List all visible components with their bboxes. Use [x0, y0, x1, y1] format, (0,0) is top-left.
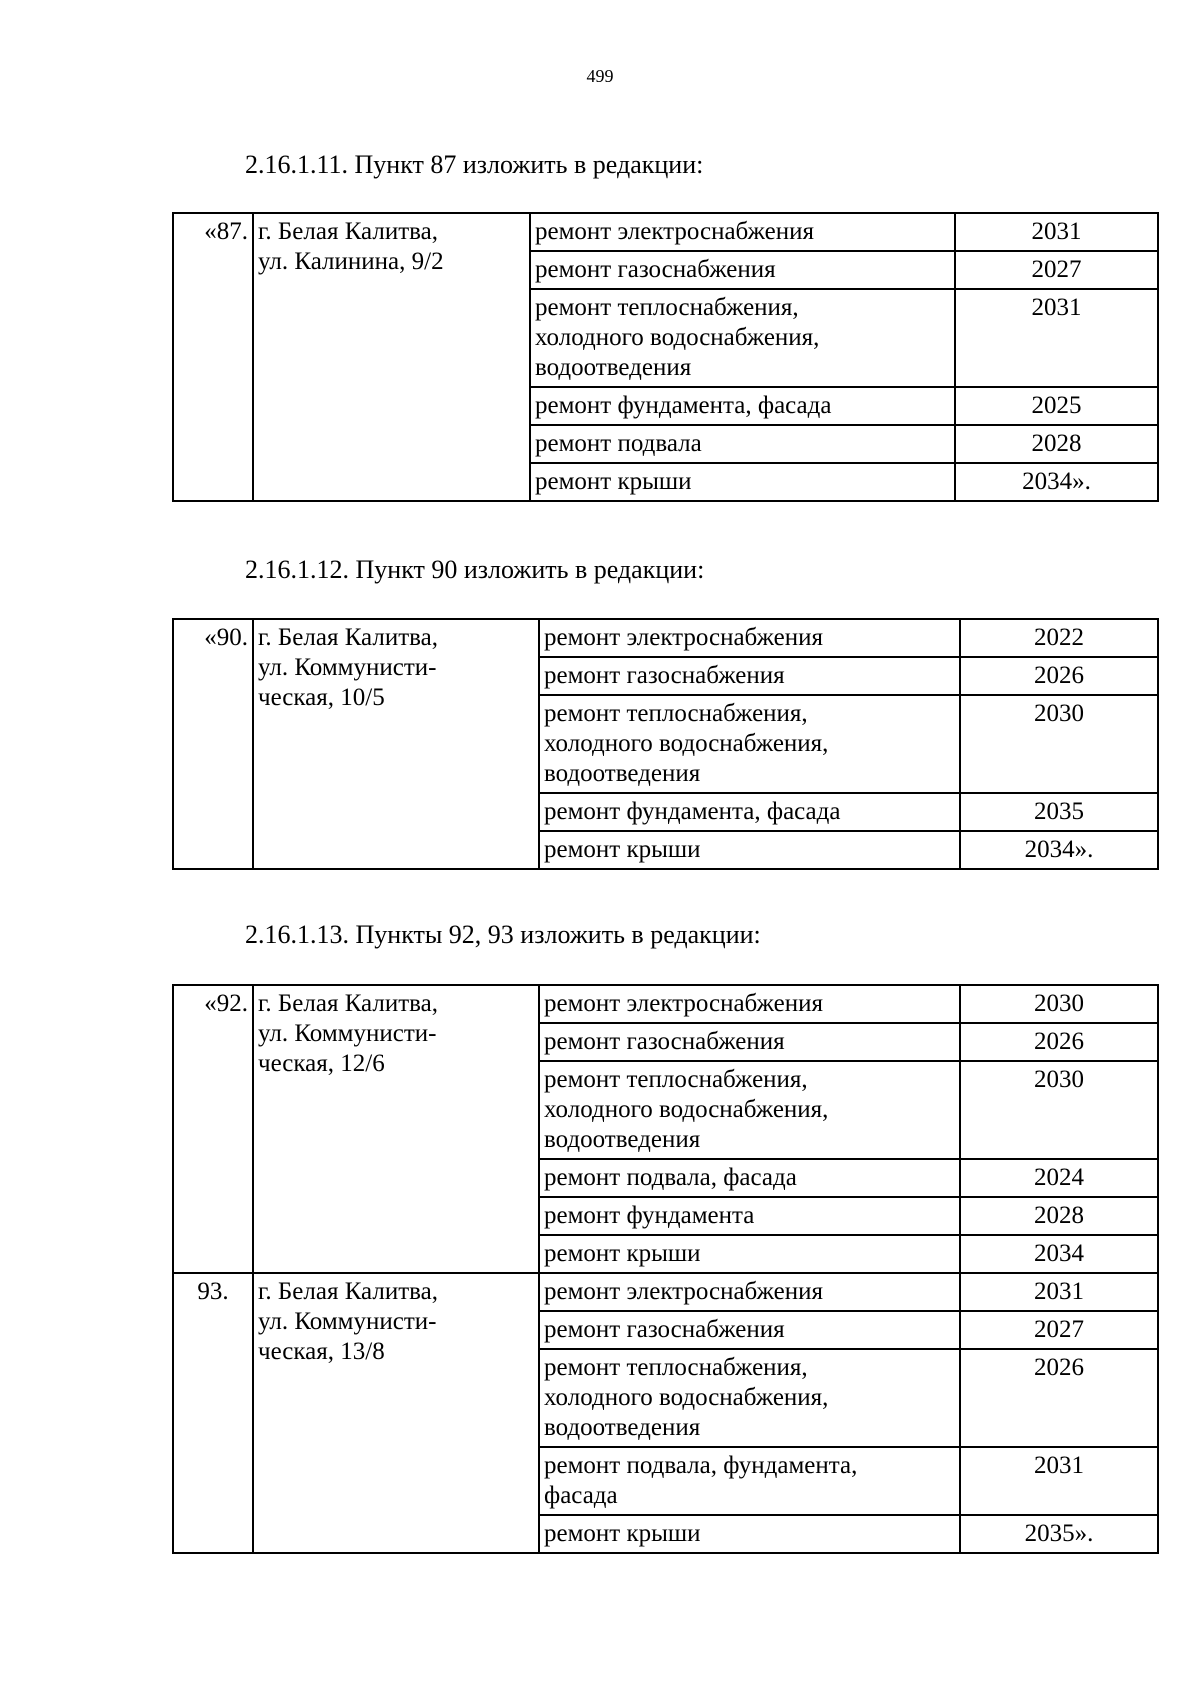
- year-cell: 2031: [955, 213, 1158, 251]
- work-type-line: ремонт фундамента, фасада: [544, 798, 841, 825]
- work-type-cell: [539, 985, 960, 1023]
- work-type-line: водоотведения: [535, 354, 692, 381]
- work-type-line: ремонт подвала, фундамента,: [544, 1452, 858, 1479]
- work-type-line: ремонт газоснабжения: [535, 256, 776, 283]
- year-cell: 2031: [960, 1447, 1158, 1515]
- work-type-line: ремонт газоснабжения: [544, 662, 785, 689]
- address-cell: [253, 213, 530, 501]
- section-heading: 2.16.1.12. Пункт 90 изложить в редакции:: [245, 555, 705, 584]
- work-type-line: водоотведения: [544, 1414, 701, 1441]
- table-row: [173, 1273, 1158, 1311]
- work-type-cell: [539, 1061, 960, 1159]
- work-type-cell: [539, 793, 960, 831]
- address-line: г. Белая Калитва,: [258, 990, 438, 1017]
- year-cell: 2028: [960, 1197, 1158, 1235]
- table-row: [173, 619, 1158, 657]
- year-cell: 2031: [955, 289, 1158, 387]
- work-type-cell: [539, 1447, 960, 1515]
- work-type-line: ремонт крыши: [535, 468, 692, 495]
- work-type-cell: [539, 1159, 960, 1197]
- work-type-line: ремонт газоснабжения: [544, 1028, 785, 1055]
- table-row: [173, 213, 1158, 251]
- year-cell: 2034».: [955, 463, 1158, 501]
- work-type-cell: [539, 657, 960, 695]
- year-cell: 2030: [960, 985, 1158, 1023]
- section-heading: 2.16.1.13. Пункты 92, 93 изложить в редакции:: [245, 920, 761, 949]
- repair-table: [172, 618, 1159, 870]
- work-type-line: ремонт теплоснабжения,: [544, 1066, 808, 1093]
- address-cell: [253, 1273, 539, 1553]
- work-type-cell: [530, 463, 955, 501]
- work-type-line: водоотведения: [544, 760, 701, 787]
- year-cell: 2031: [960, 1273, 1158, 1311]
- work-type-cell: [539, 1349, 960, 1447]
- item-number: 93.: [173, 1273, 253, 1553]
- work-type-line: ремонт крыши: [544, 836, 701, 863]
- year-cell: 2026: [960, 1349, 1158, 1447]
- work-type-cell: [539, 1273, 960, 1311]
- work-type-line: холодного водоснабжения,: [544, 730, 829, 757]
- address-line: ул. Коммунисти-: [258, 1308, 437, 1335]
- year-cell: 2030: [960, 695, 1158, 793]
- year-cell: 2027: [960, 1311, 1158, 1349]
- year-cell: 2035».: [960, 1515, 1158, 1553]
- work-type-line: ремонт газоснабжения: [544, 1316, 785, 1343]
- work-type-line: ремонт теплоснабжения,: [544, 700, 808, 727]
- work-type-line: ремонт крыши: [544, 1240, 701, 1267]
- address-line: г. Белая Калитва,: [258, 218, 438, 245]
- repair-table: [172, 212, 1159, 502]
- work-type-line: ремонт электроснабжения: [544, 624, 823, 651]
- work-type-line: ремонт электроснабжения: [544, 990, 823, 1017]
- work-type-line: фасада: [544, 1482, 618, 1509]
- item-number: «92.: [173, 985, 253, 1273]
- work-type-line: ремонт фундамента: [544, 1202, 755, 1229]
- work-type-cell: [539, 1235, 960, 1273]
- section-heading: 2.16.1.11. Пункт 87 изложить в редакции:: [245, 150, 704, 179]
- work-type-line: холодного водоснабжения,: [535, 324, 820, 351]
- work-type-cell: [530, 289, 955, 387]
- work-type-cell: [539, 695, 960, 793]
- work-type-cell: [530, 213, 955, 251]
- work-type-cell: [539, 619, 960, 657]
- year-cell: 2028: [955, 425, 1158, 463]
- work-type-line: ремонт подвала, фасада: [544, 1164, 797, 1191]
- address-line: ческая, 10/5: [258, 684, 385, 711]
- work-type-line: ремонт теплоснабжения,: [544, 1354, 808, 1381]
- year-cell: 2026: [960, 657, 1158, 695]
- address-line: г. Белая Калитва,: [258, 1278, 438, 1305]
- work-type-cell: [539, 1023, 960, 1061]
- year-cell: 2025: [955, 387, 1158, 425]
- work-type-cell: [530, 425, 955, 463]
- work-type-cell: [530, 387, 955, 425]
- address-line: ческая, 12/6: [258, 1050, 385, 1077]
- work-type-cell: [539, 831, 960, 869]
- year-cell: 2027: [955, 251, 1158, 289]
- work-type-cell: [539, 1311, 960, 1349]
- work-type-line: ремонт электроснабжения: [535, 218, 814, 245]
- work-type-cell: [539, 1515, 960, 1553]
- year-cell: 2022: [960, 619, 1158, 657]
- work-type-cell: [530, 251, 955, 289]
- year-cell: 2024: [960, 1159, 1158, 1197]
- item-number: «87.: [173, 213, 253, 501]
- work-type-line: ремонт фундамента, фасада: [535, 392, 832, 419]
- work-type-line: ремонт электроснабжения: [544, 1278, 823, 1305]
- year-cell: 2035: [960, 793, 1158, 831]
- address-cell: [253, 619, 539, 869]
- work-type-line: ремонт теплоснабжения,: [535, 294, 799, 321]
- work-type-line: ремонт подвала: [535, 430, 702, 457]
- address-line: ул. Коммунисти-: [258, 1020, 437, 1047]
- year-cell: 2034».: [960, 831, 1158, 869]
- work-type-line: холодного водоснабжения,: [544, 1096, 829, 1123]
- item-number: «90.: [173, 619, 253, 869]
- repair-table: [172, 984, 1159, 1554]
- year-cell: 2030: [960, 1061, 1158, 1159]
- page-number: 499: [586, 66, 614, 86]
- address-line: ул. Коммунисти-: [258, 654, 437, 681]
- address-line: г. Белая Калитва,: [258, 624, 438, 651]
- work-type-line: ремонт крыши: [544, 1520, 701, 1547]
- address-line: ческая, 13/8: [258, 1338, 385, 1365]
- year-cell: 2034: [960, 1235, 1158, 1273]
- work-type-line: водоотведения: [544, 1126, 701, 1153]
- work-type-line: холодного водоснабжения,: [544, 1384, 829, 1411]
- year-cell: 2026: [960, 1023, 1158, 1061]
- table-row: [173, 985, 1158, 1023]
- address-line: ул. Калинина, 9/2: [258, 248, 444, 275]
- work-type-cell: [539, 1197, 960, 1235]
- address-cell: [253, 985, 539, 1273]
